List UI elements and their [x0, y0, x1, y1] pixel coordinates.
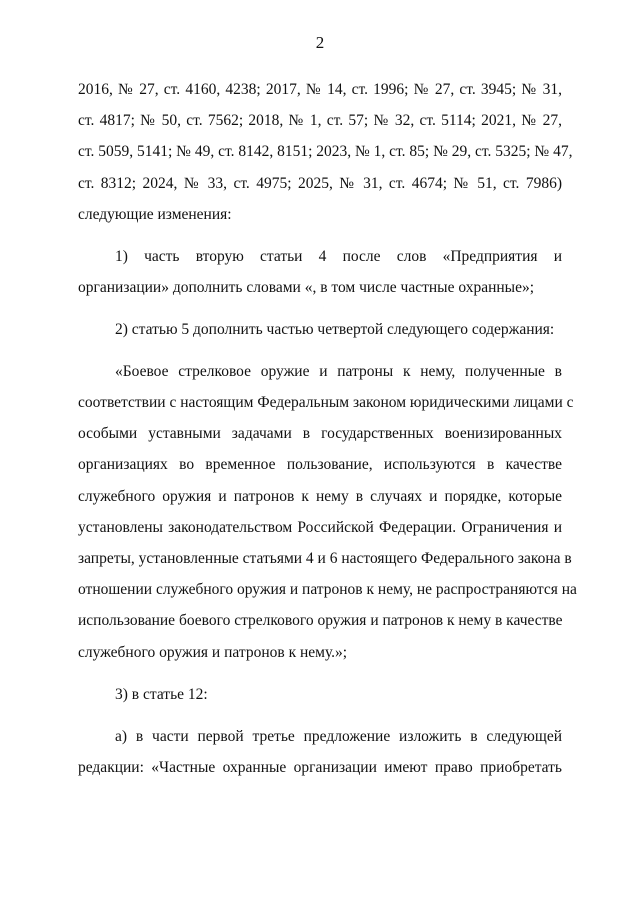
text-line: 2) статью 5 дополнить частью четвертой следующего содержания:: [115, 320, 555, 338]
text-line: особыми уставными задачами в государственных военизированных: [78, 425, 562, 443]
text-line: установлены законодательством Российской Федерации. Ограничения и: [78, 518, 562, 536]
text-line: служебного оружия и патронов к нему.»;: [78, 643, 348, 661]
paragraph-item-2: [78, 314, 562, 345]
paragraph-quote: [78, 356, 577, 668]
text-line: 2016, № 27, ст. 4160, 4238; 2017, № 14, ст. 1996; № 27, ст. 3945; № 31,: [78, 81, 562, 98]
paragraph-gap: [78, 710, 562, 721]
paragraph-item-1: [78, 241, 562, 303]
text-line: соответствии с настоящим Федеральным законом юридическими лицами с: [78, 394, 574, 412]
text-line: 3) в статье 12:: [115, 685, 208, 703]
page-number: 2: [315, 33, 325, 52]
paragraph-gap: [78, 230, 562, 241]
text-line: ст. 4817; № 50, ст. 7562; 2018, № 1, ст. 57; № 32, ст. 5114; 2021, № 27,: [78, 112, 562, 130]
text-line: 1) часть вторую статьи 4 после слов «Предприятия и: [115, 247, 562, 265]
text-line: ст. 8312; 2024, № 33, ст. 4975; 2025, № 31, ст. 4674; № 51, ст. 7986): [78, 174, 562, 192]
text-line: ст. 5059, 5141; № 49, ст. 8142, 8151; 2023, № 1, ст. 85; № 29, ст. 5325; № 47,: [78, 143, 573, 161]
text-line: а) в части первой третье предложение изложить в следующей: [115, 727, 562, 745]
text-line: организациях во временное пользование, используются в качестве: [78, 456, 562, 474]
text-line: следующие изменения:: [78, 205, 232, 223]
paragraph-gap: [78, 345, 562, 356]
text-line: организации» дополнить словами «, в том числе частные охранные»;: [78, 278, 535, 296]
text-line: служебного оружия и патронов к нему в случаях и порядке, которые: [78, 487, 562, 505]
text-line: редакции: «Частные охранные организации имеют право приобретать: [78, 758, 562, 776]
text-line: отношении служебного оружия и патронов к нему, не распространяются на: [78, 581, 577, 599]
paragraph-intro: [78, 74, 573, 230]
text-line: запреты, установленные статьями 4 и 6 настоящего Федерального закона в: [78, 550, 572, 568]
paragraph-item-3a: [78, 721, 562, 783]
paragraph-gap: [78, 303, 562, 314]
document-body: [78, 74, 577, 783]
text-line: «Боевое стрелковое оружие и патроны к нему, полученные в: [115, 362, 562, 380]
paragraph-gap: [78, 668, 562, 679]
text-line: использование боевого стрелкового оружия и патронов к нему в качестве: [78, 612, 563, 630]
paragraph-item-3: [78, 679, 562, 710]
